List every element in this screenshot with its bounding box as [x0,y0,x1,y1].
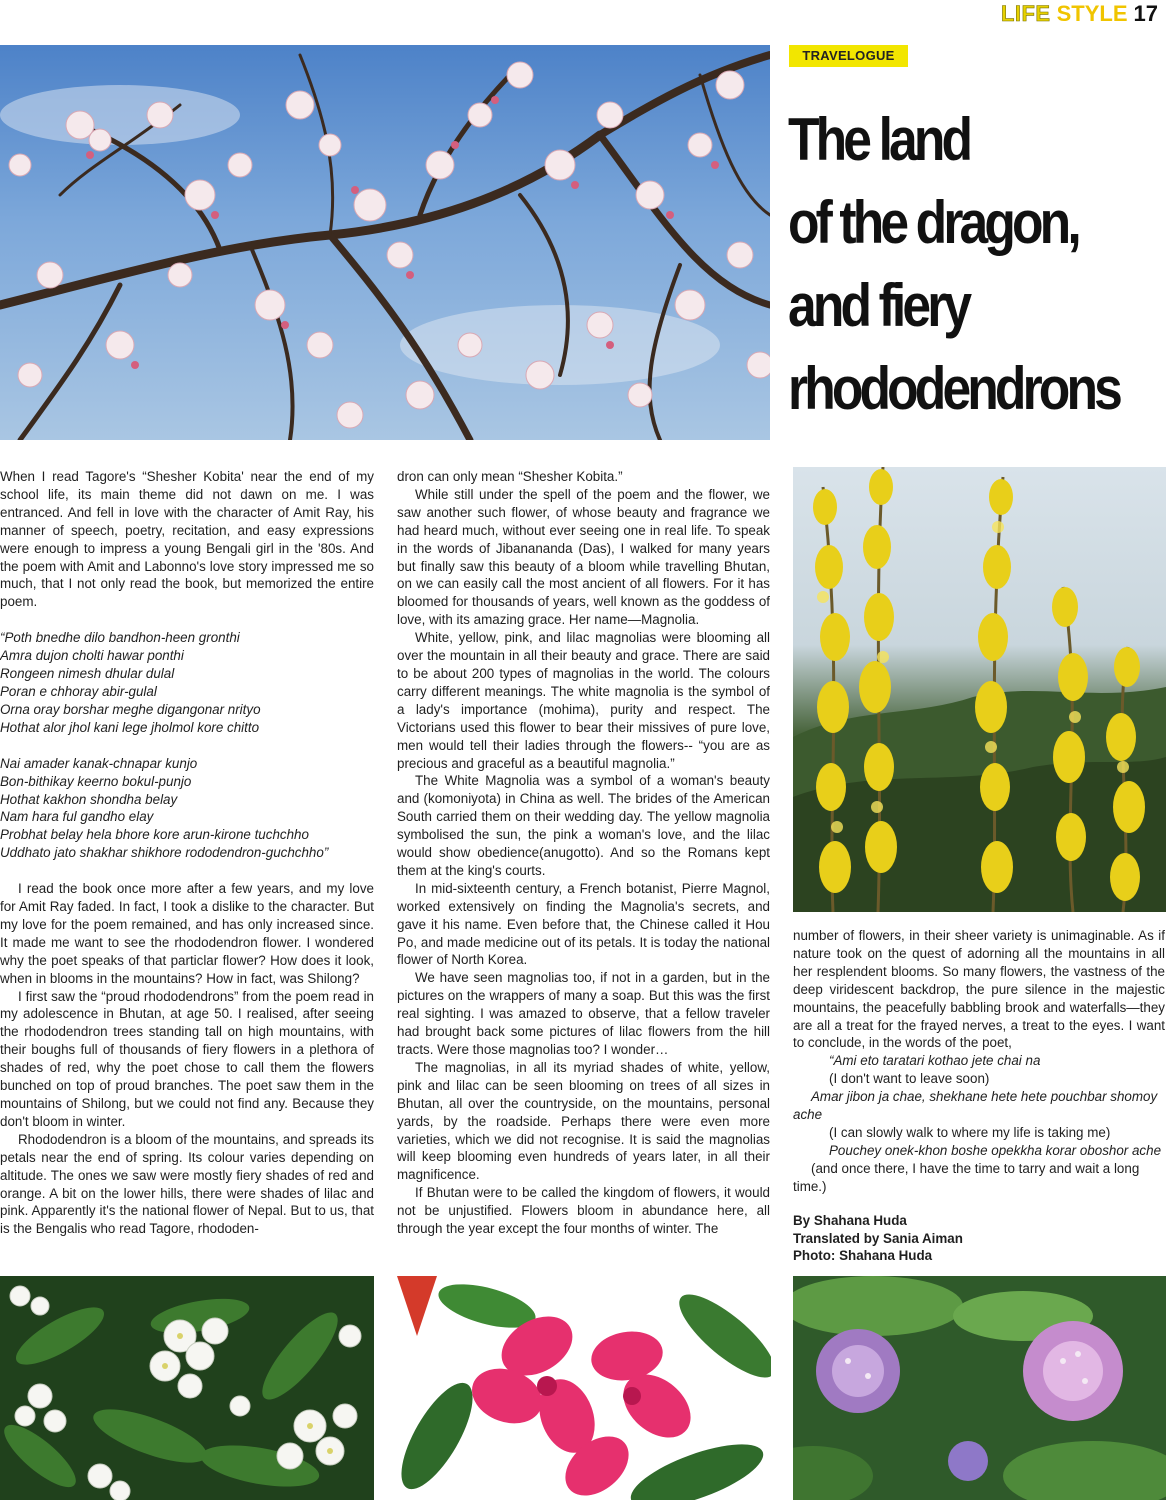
headline-line-2: of the dragon, [788,189,1078,256]
byline-photo: Photo: Shahana Huda [793,1248,933,1264]
masthead-life: LIFE [1000,1,1051,26]
col1-paragraph-2: I read the book once more after a few years, and my love for Amit Ray faded. In fact, I took a dislike to the character. But my love for the poem remained, and has only increased since. It made me want to see the rhododendron flower. I wondered why the poet speaks of that particlar flower? How does it look, when in blooms in the mountains? How in fact, was Shilong? [0,881,374,986]
col2-paragraph-7: The magnolias, in all its myriad shades of white, yellow, pink and lilac can be seen blooming on trees of all sizes in Bhutan, all over the countryside, on the mountains, personal yards, by the roadside. Perhaps there were even more varieties, which we did not recognise. It is said the magnolias will keep blooming even hundreds of years later, in all their magnificence. [397,1059,770,1183]
section-tag-label: TRAVELOGUE [802,48,895,63]
section-tag [789,45,908,67]
col1-paragraph-intro: When I read Tagore's “Shesher Kobita' near the end of my school life, its main theme did not dawn on me. I was entranced. And fell in love with the character of Amit Ray, his manner of speech, poetry, recitation, and easy expressions were enough to impress a young Bengali girl in the '80s. And the poem with Amit and Labonno's love story impressed me so much, that I not only read the book, but memorized the entire poem. [0,469,374,610]
article-column-2 [397,468,770,1238]
hero-photo-apple-blossoms [0,45,770,440]
headline-line-3: and fiery [788,272,969,339]
verse-2-line-5: Probhat belay hela bhore kore arun-kirone tuchchho [0,827,309,843]
col3-paragraph-1: number of flowers, in their sheer variety is unimaginable. As if nature took on the quest of adorning all the mountains in all her resplendent blooms. So many flowers, the vastness of the deep viridescent backdrop, the pure silence in the majestic mountains, the peacefully babbling brook and waterfalls—they are all a treat for the frayed nerves, a treat to the eyes. I want to conclude, in the words of the poet, [793,928,1165,1051]
closing-poem-line-2: (I don't want to leave soon) [829,1071,990,1087]
col2-paragraph-1: dron can only mean “Shesher Kobita.” [397,469,623,484]
byline-author: By Shahana Huda [793,1212,907,1228]
closing-poem-line-5: Pouchey onek-khon boshe opekkha korar oboshor ache [829,1142,1162,1158]
bottom-photo-purple-primula [793,1276,1166,1500]
col2-paragraph-2: While still under the spell of the poem and the flower, we saw another such flower, of whose beauty and fragrance we had heard much, without ever seeing one in real life. To speak in the words of Jibanananda (Das), I walked for many years but finally saw this beauty of a bloom while travelling Bhutan, on we can easily call the most ancient of all flowers. For it has bloomed for thousands of years, well known as the goddess of love, with its amazing grace. Her name—Magnolia. [397,486,770,628]
verse-1-line-4: Poran e chhoray abir-gulal [0,683,157,699]
verse-2-line-1: Nai amader kanak-chnapar kunjo [0,755,198,771]
side-photo-yellow-flowers [793,467,1166,912]
bottom-photo-white-flowers [0,1276,374,1500]
verse-2-line-2: Bon-bithikay keerno bokul-punjo [0,773,192,789]
closing-poem-line-1: “Ami eto taratari kothao jete chai na [829,1053,1041,1069]
verse-1-line-3: Rongeen nimesh dhular dulal [0,666,175,682]
article-credits [793,1212,1165,1266]
verse-2-line-3: Hothat kakhon shondha belay [0,791,178,807]
verse-1-line-5: Orna oray borshar meghe digangonar nrityo [0,701,261,717]
page-number: 17 [1133,1,1158,26]
article-column-1 [0,468,374,1238]
verse-1-line-1: “Poth bnedhe dilo bandhon-heen gronthi [0,630,240,646]
masthead-style: STYLE [1056,1,1128,26]
verse-1-line-6: Hothat alor jhol kani lege jholmol kore chitto [0,719,260,735]
col1-paragraph-4: Rhododendron is a bloom of the mountains, and spreads its petals near the end of spring. Its colour varies depending on altitude. The ones we saw were mostly fiery shades of red and orange. A bit on the lower hills, there were shades of lilac and pink. Apparently it's the national flower of Nepal. But to us, that is the Bengalis who read Tagore, rhododen- [0,1131,374,1237]
byline-translator: Translated by Sania Aiman [793,1230,963,1246]
headline-line-1: The land [788,106,970,173]
col1-paragraph-3: I first saw the “proud rhododendrons” from the poem read in my adolescence in Bhutan, at age 50. I realised, after seeing the rhododendron trees standing tall on high mountains, with their boughs full of thousands of fiery flowers in a plethora of shades of red, why the poet chose to call them the flowers bunched on top of proud branches. The poet saw them in the mountains of Shilong, but we could not find any. Because they don't bloom in winter. [0,988,374,1129]
article-column-3 [793,927,1165,1265]
verse-2-line-6: Uddhato jato shakhar shikhore rododendron-guchchho” [0,845,329,861]
headline [788,98,1166,430]
verse-1-line-2: Amra dujon cholti hawar ponthi [0,648,184,664]
col2-paragraph-5: In mid-sixteenth century, a French botanist, Pierre Magnol, worked extensively on finding the Magnolia's secrets, and gave it his name. Even before that, the Chinese called it Hou Po, and made medicine out of its petals. It is today the national flower of North Korea. [397,880,770,968]
headline-line-4: rhododendrons [788,355,1119,422]
closing-poem-line-4: (I can slowly walk to where my life is taking me) [829,1124,1111,1140]
closing-poem-line-6: (and once there, I have the time to tarry and wait a long time.) [793,1160,1140,1194]
bottom-photo-pink-azalea [397,1276,771,1500]
col2-paragraph-4: The White Magnolia was a symbol of a woman's beauty and (komoniyota) in China as well. The brides of the American South carried them on their wedding day. The yellow magnolia symbolised the sun, the pink a woman's love, and the lilac would show obedience(anugotto). And so the Romans kept them at the king's courts. [397,773,770,878]
col2-paragraph-6: We have seen magnolias too, if not in a garden, but in the pictures on the wrappers of many a soap. But this was the first real sighting. I was amazed to observe, that a fellow traveler had brought back some pictures of lilac flowers from the hill tracts. Were those magnolias too? I wonder… [397,970,770,1057]
closing-poem-line-3: Amar jibon ja chae, shekhane hete hete pouchbar shomoy ache [793,1089,1158,1123]
masthead [1001,0,1158,32]
col2-paragraph-8: If Bhutan were to be called the kingdom of flowers, it would not be unjustified. Flowers bloom in abundance here, all through the year except the four months of winter. The [397,1185,770,1237]
verse-2-line-4: Nam hara ful gandho elay [0,809,154,825]
col2-paragraph-3: White, yellow, pink, and lilac magnolias were blooming all over the mountain in all their beauty and grace. There are said to be about 200 types of magnolias in the world. The colours carry different meanings. The white magnolia is the symbol of a lady's importance (mohima), purity and respect. The Victorians used this flower to bear their missives of pure love, men would tell their ladies through the flowers-- “you are as precious and graceful as a beautiful magnolia.” [397,630,770,771]
